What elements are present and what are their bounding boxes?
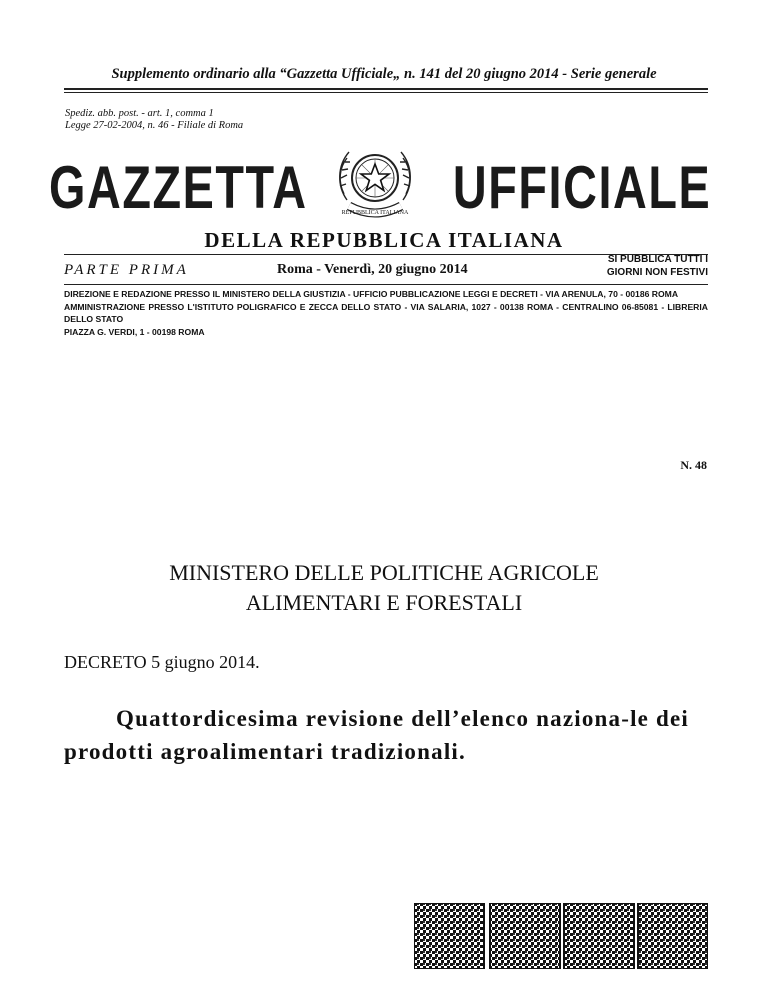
header-rule [64, 88, 708, 90]
decree-subject: Quattordicesima revisione dell’elenco naziona-le dei prodotti agroalimentari tradizionali. [64, 706, 690, 764]
section-label: PARTE PRIMA [64, 262, 189, 278]
issue-number: N. 48 [680, 458, 707, 472]
ministry-heading-line1: MINISTERO DELLE POLITICHE AGRICOLE [169, 560, 599, 585]
publication-frequency [583, 253, 708, 279]
masthead-subtitle: DELLA REPUBBLICA ITALIANA [204, 228, 564, 252]
ministry-heading [0, 558, 768, 618]
ministry-heading-line2: ALIMENTARI E FORESTALI [245, 590, 523, 615]
editorial-address [64, 288, 708, 338]
header-rule-thin [64, 92, 708, 93]
editorial-address-line2: AMMINISTRAZIONE PRESSO L'ISTITUTO POLIGRAFICO E ZECCA DELLO STATO - VIA SALARIA, 1027 - 00138 ROMA - CENTRALINO 06-85081 - LIBRERIA DELLO STATO [64, 301, 708, 324]
datamatrix-barcode-icon [414, 903, 708, 969]
issue-rule [64, 284, 708, 285]
emblem-ribbon-text: REPUBBLICA ITALIANA [341, 210, 409, 216]
editorial-address-line3: PIAZZA G. VERDI, 1 - 00198 ROMA [64, 326, 205, 337]
postal-notice-line1: Spediz. abb. post. - art. 1, comma 1 [65, 108, 214, 119]
masthead-title-right: UFFICIALE [452, 154, 711, 221]
publication-frequency-line2: GIORNI NON FESTIVI [606, 267, 708, 278]
publication-frequency-line1: SI PUBBLICA TUTTI I [607, 254, 708, 265]
supplement-header: Supplemento ordinario alla “Gazzetta Ufficiale„ n. 141 del 20 giugno 2014 - Serie generale [111, 66, 657, 82]
issue-date: Roma - Venerdì, 20 giugno 2014 [277, 262, 468, 277]
masthead-title-left: GAZZETTA [49, 154, 308, 221]
postal-notice-line2: Legge 27-02-2004, n. 46 - Filiale di Roma [65, 120, 244, 131]
italian-emblem-icon [327, 134, 423, 230]
editorial-address-line1: DIREZIONE E REDAZIONE PRESSO IL MINISTERO DELLA GIUSTIZIA - UFFICIO PUBBLICAZIONE LEGGI E DECRETI - VIA ARENULA, 70 - 00186 ROMA [64, 289, 679, 299]
decree-title: DECRETO 5 giugno 2014. [64, 652, 260, 672]
postal-notice [65, 108, 243, 132]
